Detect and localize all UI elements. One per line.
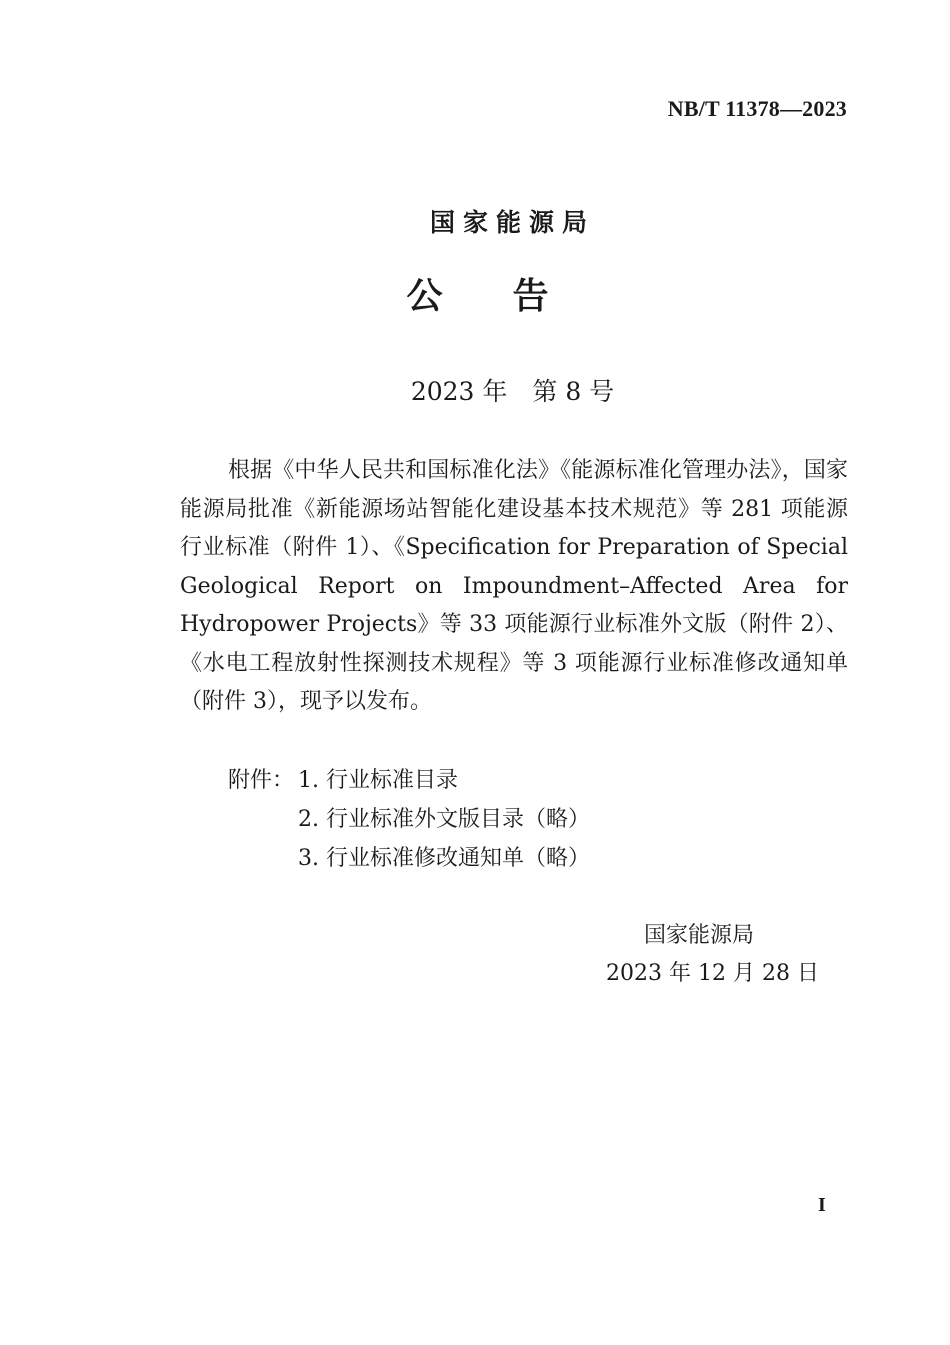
signature-date: 2023 年 12 月 28 日 [606,961,819,986]
attachments-label: 附件： [228,768,295,793]
attachments-list [228,761,590,878]
notice-body: 根据《中华人民共和国标准化法》《能源标准化管理办法》，国家能源局批准《新能源场站智能化建设基本技术规范》等 281 项能源行业标准（附件 1）、《Specification for Preparation of Special Geological Report on Impoundment–Affected Area for Hydropower Projects》等 33 项能源行业标准外文版（附件 2）、《水电工程放射性探测技术规程》等 3 项能源行业标准修改通知单（附件 3），现予以发布。 [180,458,848,714]
attachment-item-text: 3. 行业标准修改通知单（略） [298,846,590,871]
notice-title: 公告 [406,276,619,317]
signature-organization: 国家能源局 [644,923,755,948]
attachment-item [228,761,590,800]
issue-number: 2023 年 第 8 号 [410,377,615,406]
issuer-heading: 国家能源局 [429,208,595,237]
standard-code: NB/T 11378—2023 [667,96,847,121]
attachment-item [228,839,590,878]
attachment-item-text: 2. 行业标准外文版目录（略） [298,807,590,832]
attachment-item [228,800,590,839]
signature-block [606,917,819,993]
page-number: I [818,1194,826,1216]
attachment-item-text: 1. 行业标准目录 [298,768,458,793]
